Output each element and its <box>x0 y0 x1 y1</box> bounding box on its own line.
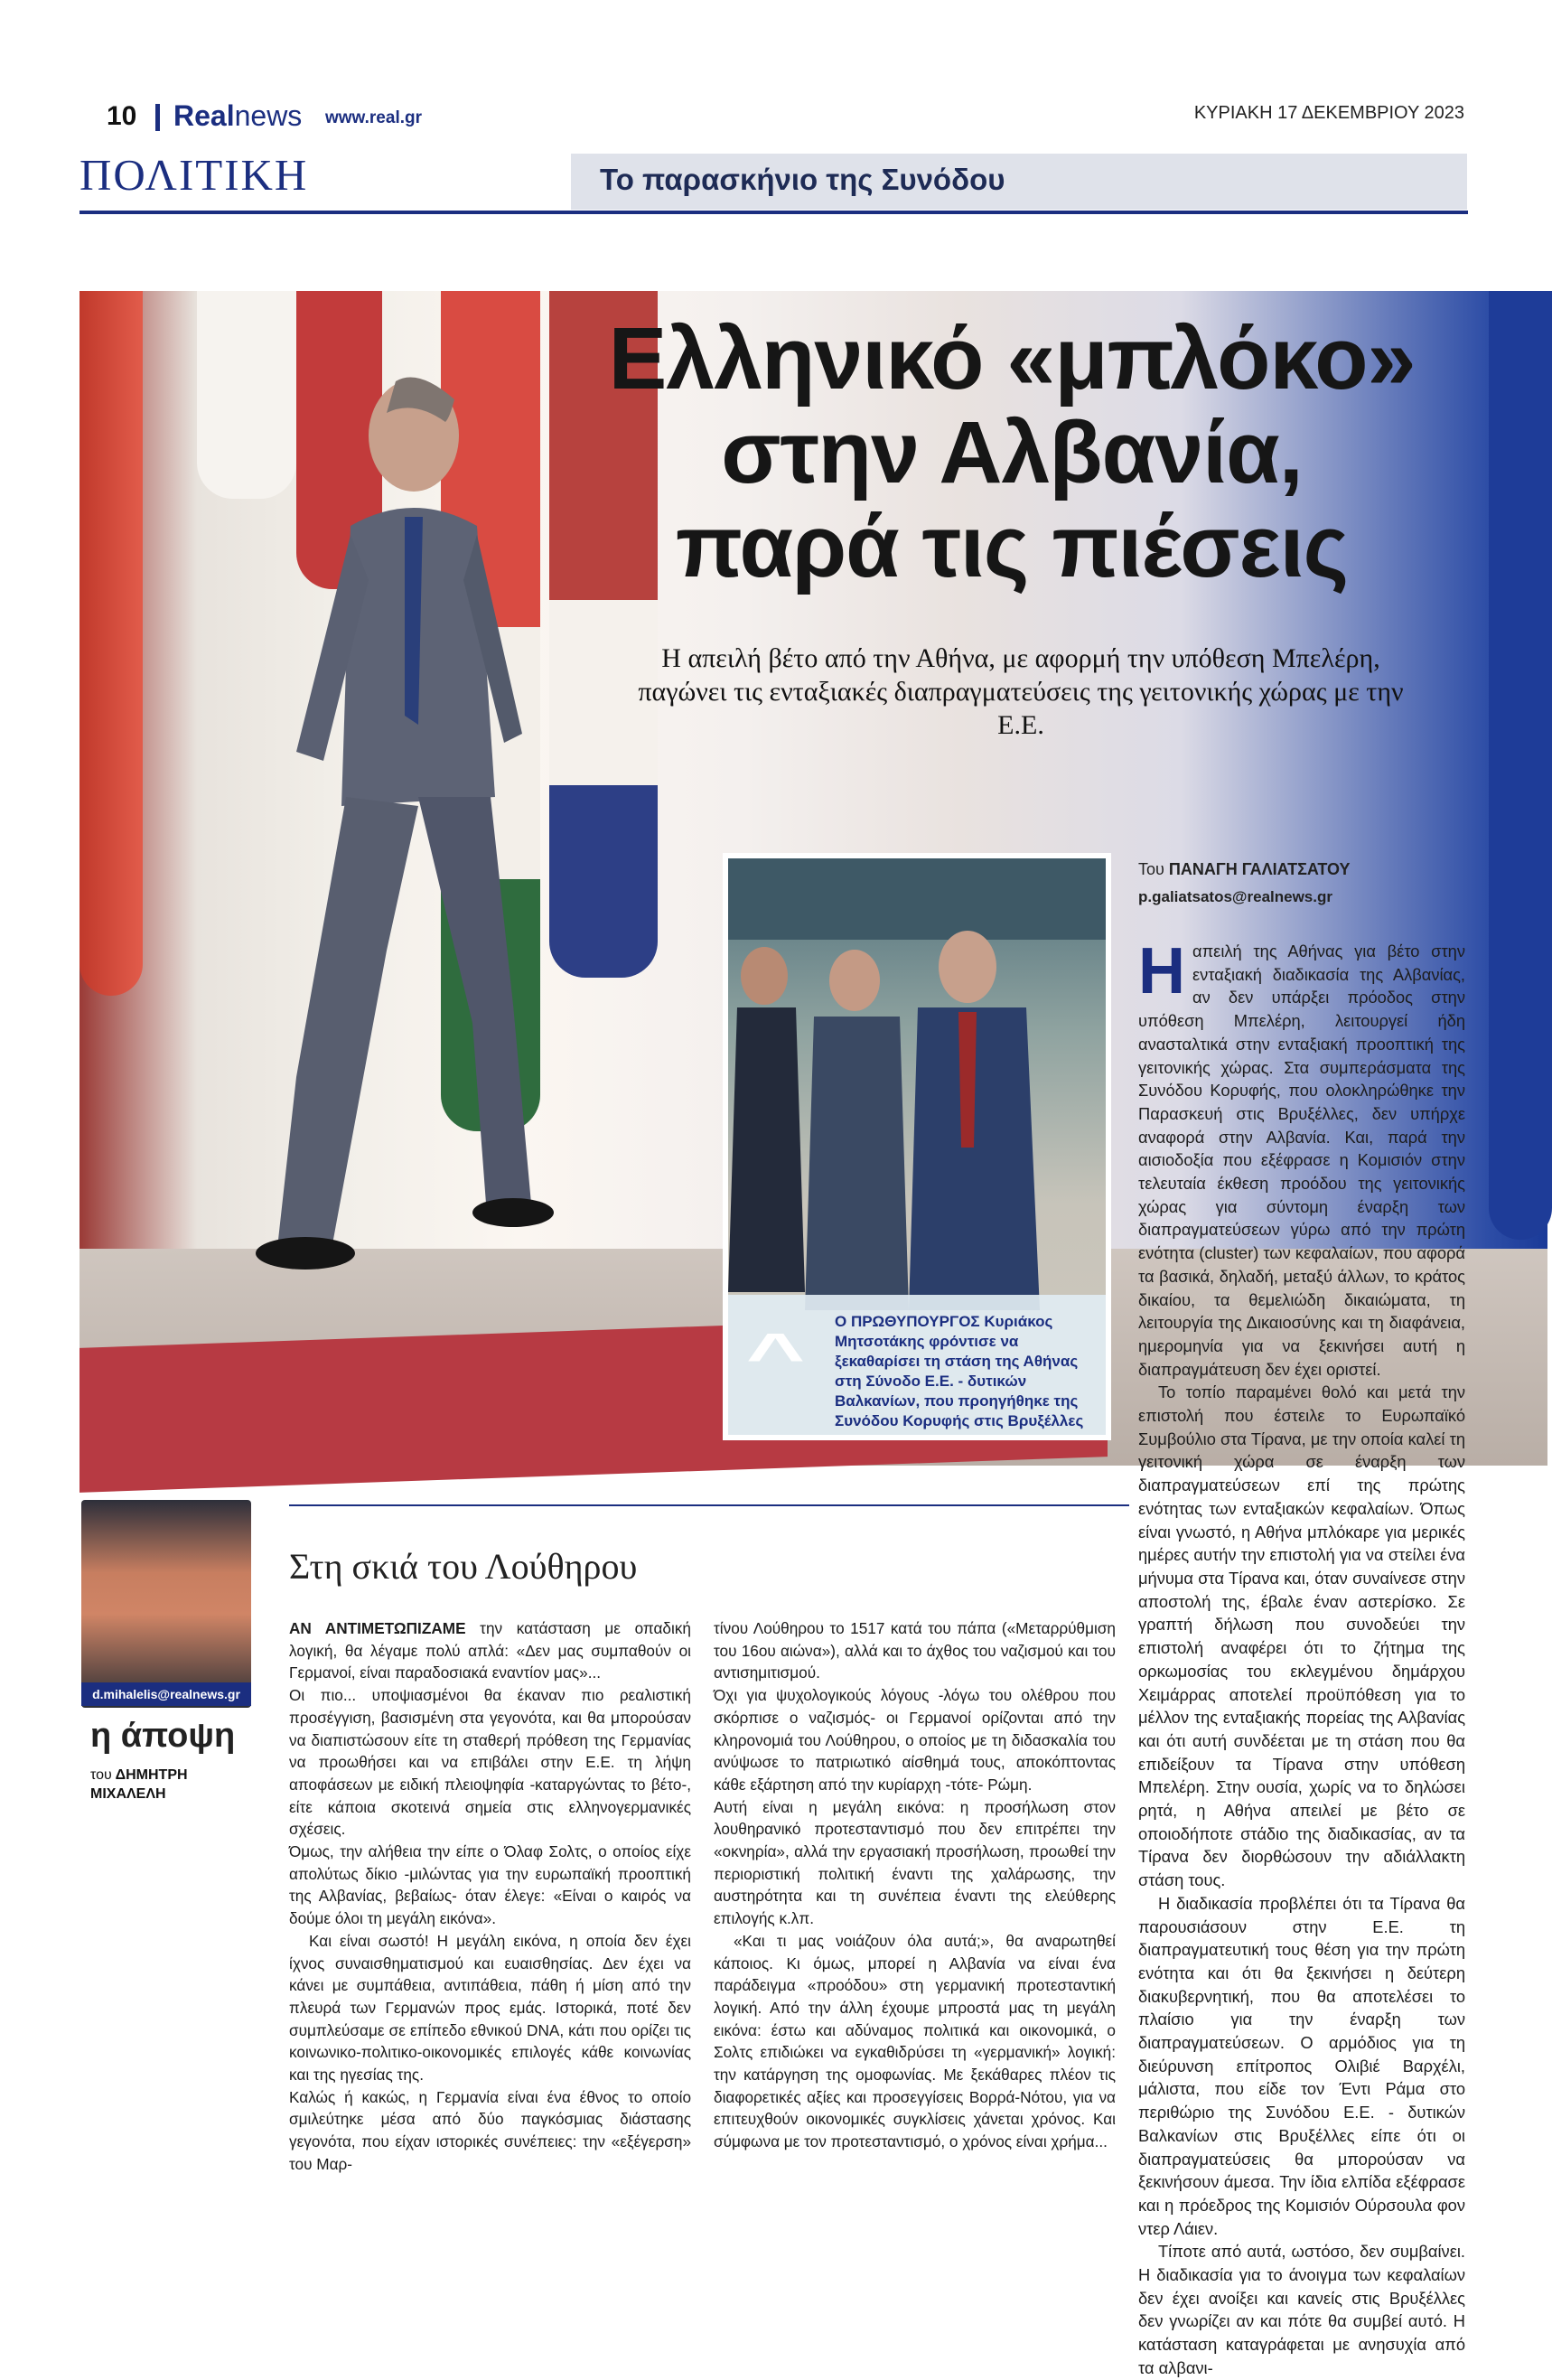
issue-date: ΚΥΡΙΑΚΗ 17 ΔΕΚΕΜΒΡΙΟΥ 2023 <box>1193 103 1464 123</box>
dropcap: Η <box>1138 935 1185 1007</box>
brand-light: news <box>234 99 303 132</box>
opinion-column-1 <box>289 1617 691 2173</box>
headline-line-1: Ελληνικό «μπλόκο» <box>608 309 1416 408</box>
author-avatar <box>81 1500 251 1708</box>
opinion-paragraph: ΑΝ ΑΝΤΙΜΕΤΩΠΙΖΑΜΕ την κατάσταση με οπαδική λογική, θα λέγαμε πολύ απλά: «Δεν μας συμπαθούν οι Γερμανοί, είναι παραδοσιακά εναντίον μας»... <box>289 1619 691 1682</box>
opinion-rule <box>289 1504 1129 1506</box>
opinion-lead: ΑΝ ΑΝΤΙΜΕΤΩΠΙΖΑΜΕ <box>289 1619 466 1637</box>
byline-name: ΠΑΝΑΓΗ ΓΑΛΙΑΤΣΑΤΟΥ <box>1168 860 1351 878</box>
article-paragraph: Η διαδικασία προβλέπει ότι τα Τίρανα θα παρουσιάσουν στην Ε.Ε. τη διαπραγματευτική τους θέση για την πρώτη ενότητα και ότι θα ξεκινήσει η δεύτερη διακυβερνητική, που θα αποτελέσει το πλαίσιο για την έναρξη των διαπραγματεύσεων. Ο αρμόδιος για τη διεύρυνση επίτροπος Ολιβιέ Βαρχέλι, μάλιστα, που είδε τον Έντι Ράμα στο περιθώριο της Συνόδου Ε.Ε. - δυτικών Βαλκανίων στις Βρυξέλλες είπε ότι οι διαπραγματεύσεις θα μπορούσαν να ξεκινήσουν άμεσα. Την ίδια ελπίδα εξέφρασε και η πρόεδρος της Κομισιόν Ούρσουλα φον ντερ Λάιεν. <box>1138 1893 1465 2238</box>
opinion-paragraph: «Και τι μας νοιάζουν όλα αυτά;», θα αναρωτηθεί κάποιος. Κι όμως, μπορεί η Αλβανία να είναι ένα παράδειγμα «προόδου» στη γερμανική προτεσταντική λογική. Από την άλλη έχουμε μπροστά μας τη μεγάλη εικόνα: έστω και αδύναμος πολιτικά και οικονομικά, ο Σολτς επιδιώκει να εγκαθιδρύσει τη «γερμανική» λογική: την κατάργηση της ομοφωνίας. Με ξεκάθαρες πλέον τις διαφορετικές αξίες και προσεγγίσεις Βορρά-Νότου, για να επιτευχθούν οικονομικές συγκλίσεις χάνεται χρόνος. Και σύμφωνα με τον προτεσταντισμό, ο χρόνος είναι χρήμα... <box>714 1931 1116 2151</box>
brand-url: www.real.gr <box>325 108 422 127</box>
headline <box>506 309 1518 595</box>
opinion-paragraph: Οι πιο... υποψιασμένοι θα έκαναν πιο ρεαλιστική προσέγγιση, βασισμένη στα γεγονότα, και θα μπορούσαν να διαπιστώσουν είτε τη σταθερή πρόθεση της Γερμανίας να προωθήσει και να επιβάλει στην Ε.Ε. τη λήψη αποφάσεων με ειδική πλειοψηφία -καταργώντας το βέτο-, είτε κάποια σκοτεινά σημεία στις ελληνογερμανικές σχέσεις. <box>289 1686 691 1839</box>
headline-line-2: στην Αλβανία, <box>721 403 1303 501</box>
page-number: 10 <box>107 101 137 131</box>
headline-line-3: παρά τις πιέσεις <box>675 497 1349 595</box>
article-paragraph: Ηαπειλή της Αθήνας για βέτο στην ενταξιακή διαδικασία της Αλβανίας, αν δεν υπάρξει πρόοδος στην υπόθεση Μπελέρη, λειτουργεί ήδη ανασταλτικά στην ενταξιακή προοπτική της γειτονικής χώρας. Στα συμπεράσματα της Συνόδου Κορυφής, που ολοκληρώθηκε την Παρασκευή στις Βρυξέλλες, δεν υπήρχε αναφορά στην Αλβανία. Και, παρά την αισιοδοξία που εξέφρασε η Κομισιόν στην τελευταία έκθεση προόδου της γειτονικής χώρας για σύντομη έναρξη των διαπραγματεύσεων γύρω από την πρώτη ενότητα (cluster) των κεφαλαίων, που αφορά τα βασικά, δηλαδή, μεταξύ άλλων, το κράτος δικαίου, τα θεμελιώδη δικαιώματα, τη λειτουργία της Δικαιοσύνης και τη διαφάνεια, ημερομηνία για να ξεκινήσει αυτή η διαπραγμάτευση δεν έχει οριστεί. <box>1138 935 1465 1379</box>
opinion-paragraph: Όμως, την αλήθεια την είπε ο Όλαφ Σολτς, ο οποίος είχε απολύτως δίκιο -μιλώντας για την ευρωπαϊκή προοπτική της Αλβανίας, βεβαίως- όταν έλεγε: «Είναι ο καιρός να δούμε όλοι τη μεγάλη εικόνα». <box>289 1842 691 1928</box>
opinion-label: η άποψη <box>90 1717 236 1755</box>
section-title: ΠΟΛΙΤΙΚΗ <box>79 150 309 200</box>
byline <box>1138 860 1351 879</box>
opinion-paragraph: Αυτή είναι η μεγάλη εικόνα: η προσήλωση στον λουθηρανικό προτεσταντισμό που δεν επιτρέπει την «οκνηρία», αλλά την εργασιακή προσήλωση, προωθεί την περιοριστική πολιτική έναντι της χαλάρωσης, την αυστηρότητα και τη συνέπεια έναντι της ελεύθερης επιλογής κ.λπ. <box>714 1797 1116 1928</box>
opinion-paragraph: Όχι για ψυχολογικούς λόγους -λόγω του ολέθρου που σκόρπισε ο ναζισμός- οι Γερμανοί ορίζονται από την κληρονομιά του Λούθηρου, ο οποίος με τη διδασκαλία του ανύψωσε το πατριωτικό αίσθημά τους, αποκόπτοντας κάθε εξάρτηση από την κυρίαρχη -τότε- Ρώμη. <box>714 1686 1116 1794</box>
opinion-column-2 <box>714 1617 1116 2160</box>
photo-caption: Ο ΠΡΩΘΥΠΟΥΡΓΟΣ Κυριάκος Μητσοτάκης φρόντισε να ξεκαθαρίσει τη στάση της Αθήνας στη Σύνοδο Ε.Ε. - δυτικών Βαλκανίων, που προηγήθηκε της Συνόδου Κορυφής στις Βρυξέλλες <box>835 1313 1084 1429</box>
opinion-paragraph: τίνου Λούθηρου το 1517 κατά του πάπα («Μεταρρύθμιση του 16ου αιώνα»), αλλά και το άχθος του ναζισμού και του αντισημιτισμού. <box>714 1619 1116 1682</box>
brand-bold: Real <box>173 99 235 132</box>
opinion-author <box>90 1766 188 1804</box>
opinion-paragraph: Και είναι σωστό! Η μεγάλη εικόνα, η οποία δεν έχει ίχνος συναισθηματισμού και ευαισθησίας. Δεν έχει να κάνει με συμπάθεια, αντιπάθεια, πάθη ή μίση από την πλευρά των Γερμανών προς εμάς. Ιστορικά, ποτέ δεν συμπλεύσαμε σε επίπεδο εθνικού DNA, κάτι που ορίζει τις κοινωνικο-πολιτικο-οικονομικές επιλογές κάθε κοινωνίας και της ηγεσίας της. <box>289 1931 691 2085</box>
opinion-author-prefix: του <box>90 1767 112 1783</box>
article-paragraph: Τίποτε από αυτά, ωστόσο, δεν συμβαίνει. Η διαδικασία για το άνοιγμα των κεφαλαίων δεν έχει ανοίξει και κανείς στις Βρυξέλλες δεν γνωρίζει αν και πότε θα συμβεί αυτό. Η κατάσταση καταγράφεται με ανησυχία από τα αλβανι- <box>1138 2242 1465 2377</box>
header-rule <box>79 211 1468 214</box>
byline-email: p.galiatsatos@realnews.gr <box>1138 888 1332 905</box>
header-divider <box>155 104 160 131</box>
kicker: Το παρασκήνιο της Συνόδου <box>600 163 1005 196</box>
caption-chevron-icon: ^ <box>745 1320 806 1391</box>
byline-prefix: Του <box>1138 860 1164 878</box>
subheadline: Η απειλή βέτο από την Αθήνα, με αφορμή την υπόθεση Μπελέρη, παγώνει τις ενταξιακές διαπραγματεύσεις της γειτονικής χώρας με την Ε.Ε. <box>638 643 1404 740</box>
brand-logo <box>173 99 302 133</box>
opinion-author-last: ΜΙΧΑΛΕΛΗ <box>90 1786 166 1802</box>
opinion-author-first: ΔΗΜΗΤΡΗ <box>115 1767 188 1783</box>
article-paragraph: Το τοπίο παραμένει θολό και μετά την επιστολή που έστειλε το Ευρωπαϊκό Συμβούλιο στα Τίρανα, με την οποία καλεί τη γειτονική χώρα σε έναρξη των διαπραγματεύσεων επί της πρώτης ενότητας των ενταξιακών κεφαλαίων. Όπως είναι γνωστό, η Αθήνα μπλόκαρε για μερικές ημέρες αυτήν την επιστολή για να στείλει ένα μήνυμα στα Τίρανα και, όταν συναίνεσε στην αποστολή της, έβαλε έναν αστερίσκο. Σε γραπτή δήλωση που συνοδεύει την επιστολή αναφέρει ότι το ζήτημα της ορκωμοσίας του εκλεγμένου δημάρχου Χειμάρρας αποτελεί προϋπόθεση για το μέλλον της ενταξιακής πορείας της Αλβανίας και ότι αυτή συνδέεται με τη στάση που θα επιδείξουν τα Τίρανα στην υπόθεση Μπελέρη. Στην ουσία, χωρίς να το δηλώσει ρητά, η Αθήνα απειλεί με βέτο σε οποιοδήποτε στάδιο της διαδικασίας, αν τα Τίρανα δεν διορθώσουν την αδιάλλακτη στάση τους. <box>1138 1382 1465 1890</box>
article-column <box>1138 935 1465 2377</box>
opinion-title: Στη σκιά του Λούθηρου <box>289 1546 638 1587</box>
opinion-paragraph: Καλώς ή κακώς, η Γερμανία είναι ένα έθνος το οποίο σμιλεύτηκε μέσα από δύο παγκόσμιας διάστασης γεγονότα, που είχαν ιστορικές συνέπειες: την «εξέγερση» του Μαρ- <box>289 2087 691 2173</box>
inset-figures-illustration <box>728 858 1106 1310</box>
opinion-author-email: d.mihalelis@realnews.gr <box>81 1682 251 1706</box>
